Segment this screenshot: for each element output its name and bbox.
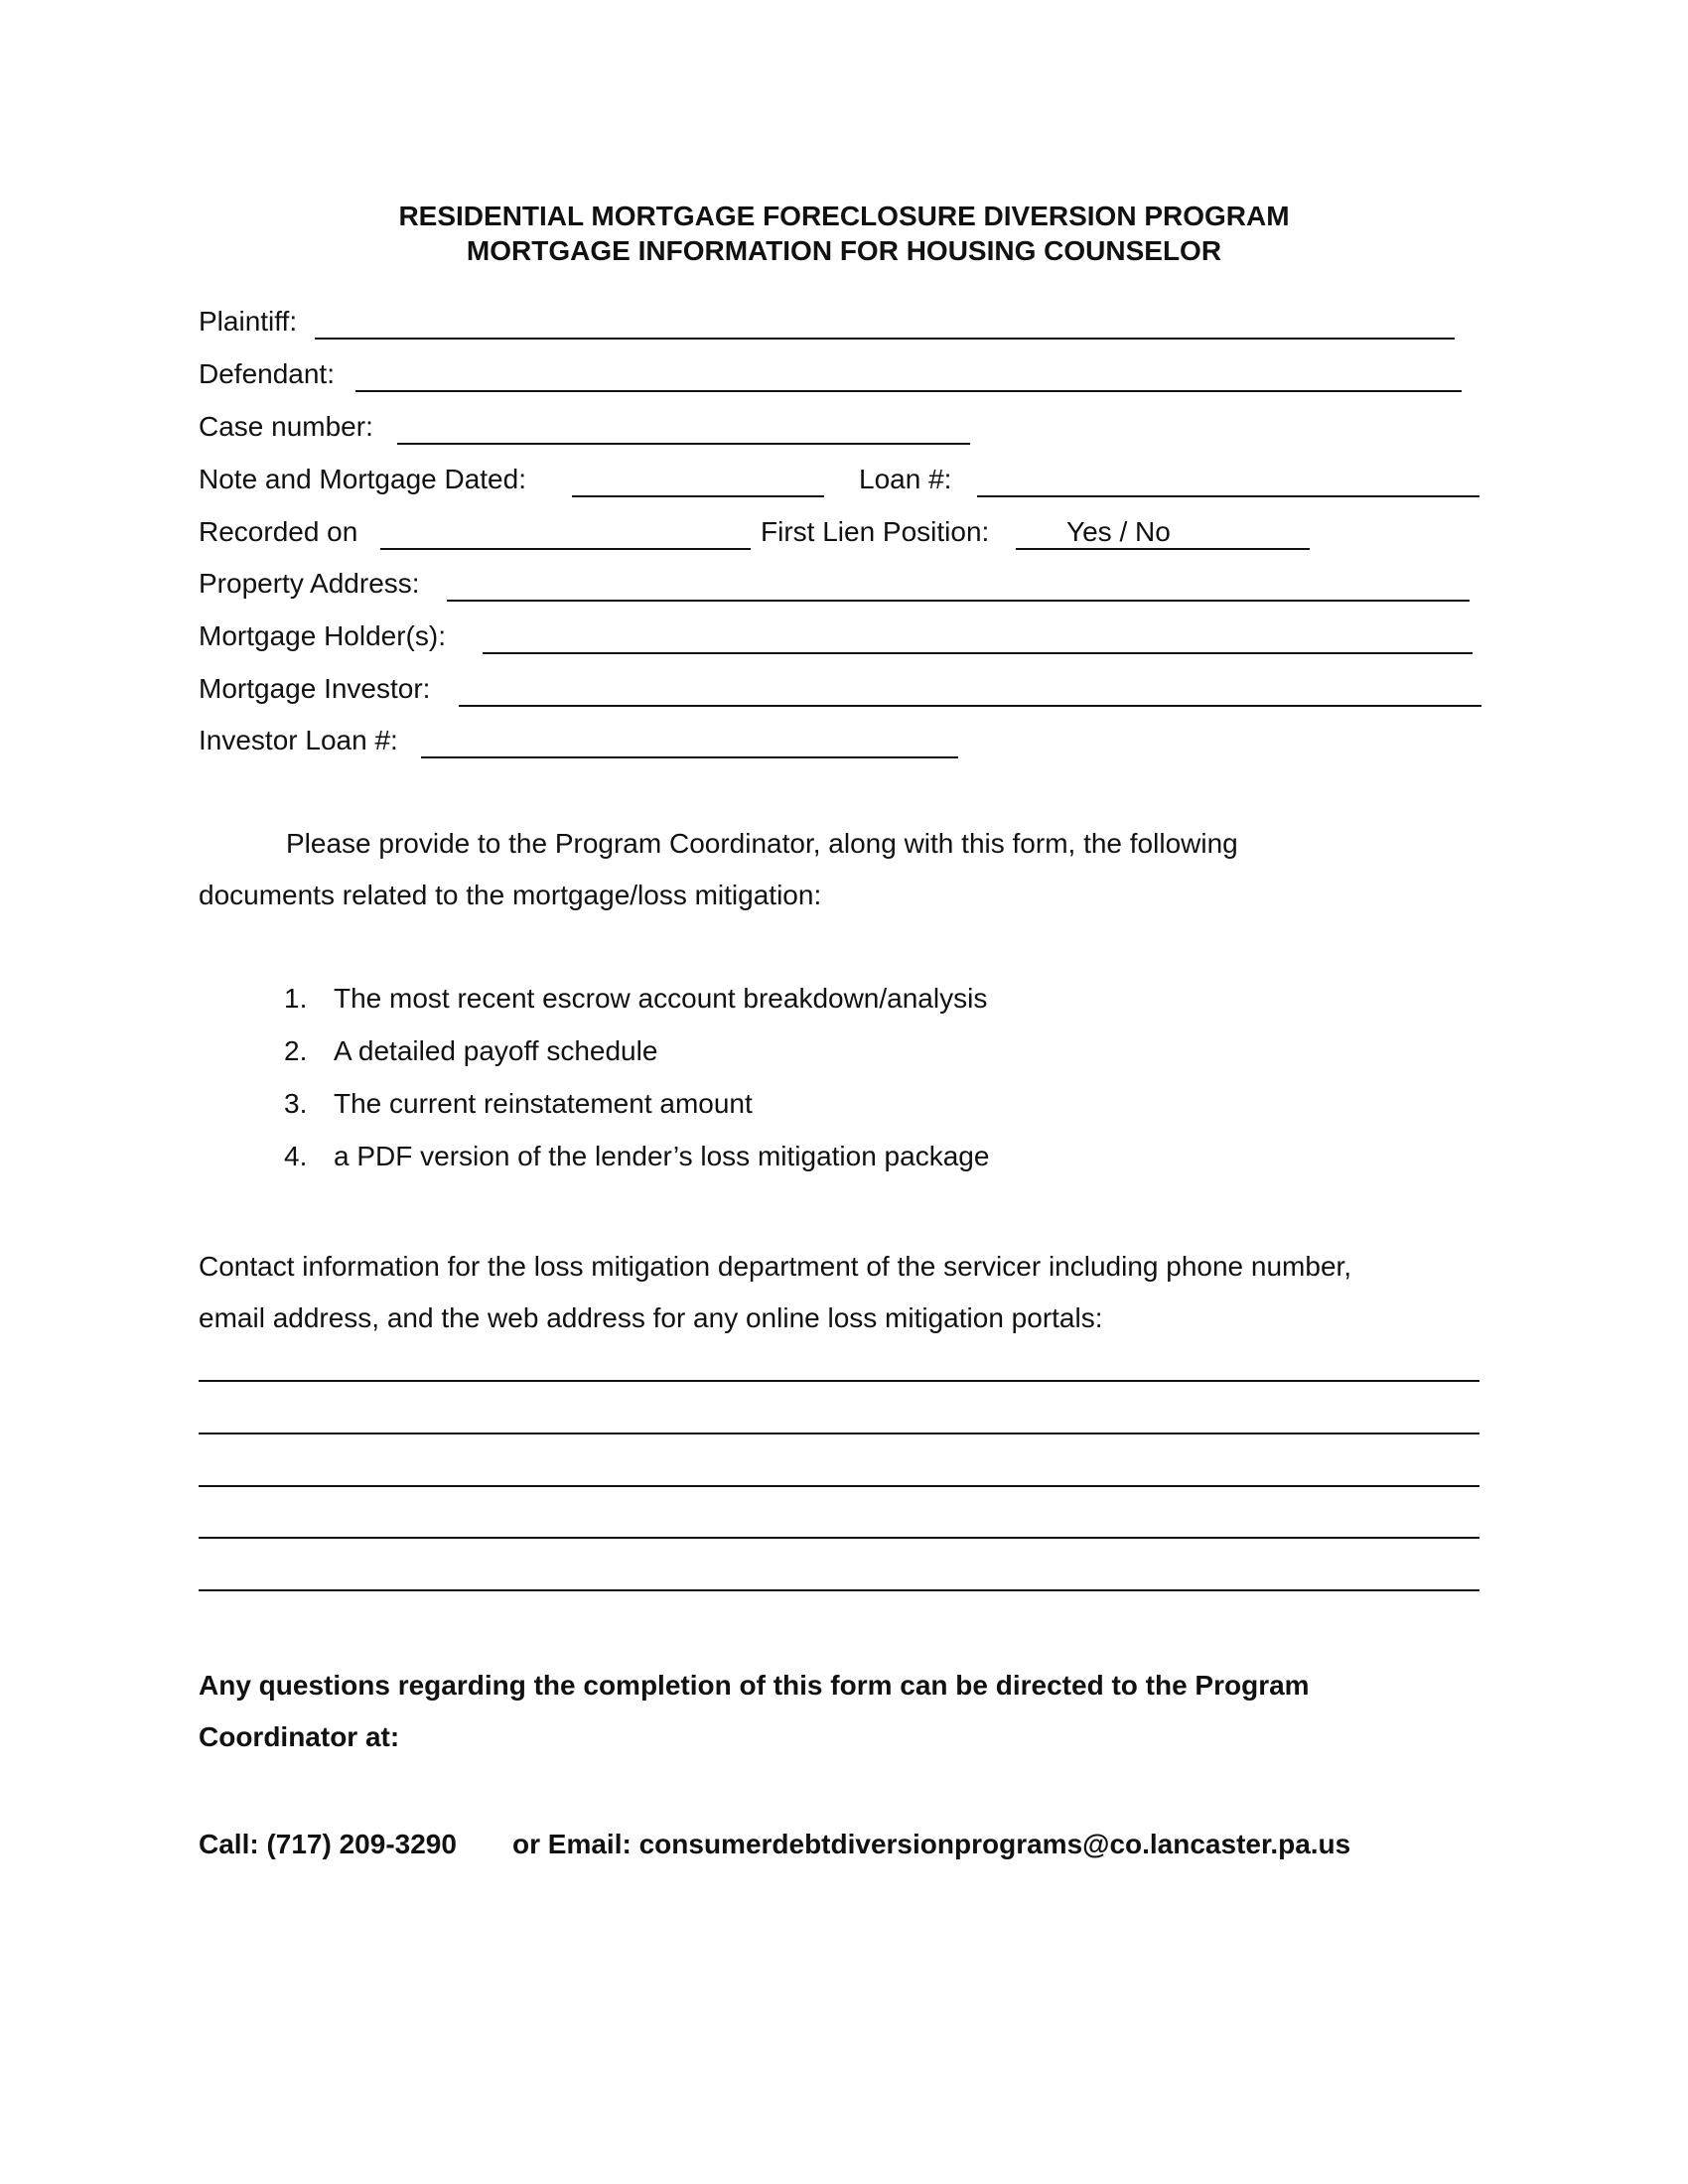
contact-info-input-line-5[interactable] xyxy=(199,1589,1479,1591)
mortgage-investor-input[interactable] xyxy=(459,705,1481,707)
defendant-input[interactable] xyxy=(355,390,1462,392)
note-mortgage-dated-input[interactable] xyxy=(572,495,824,497)
list-item-number: 2. xyxy=(284,1035,308,1066)
form-title-line-1: RESIDENTIAL MORTGAGE FORECLOSURE DIVERSION PROGRAM xyxy=(398,201,1290,231)
list-item-number: 4. xyxy=(284,1141,308,1171)
instructions-line-2: documents related to the mortgage/loss mitigation: xyxy=(199,880,822,910)
contact-phone: Call: (717) 209-3290 xyxy=(199,1829,457,1859)
property-address-label: Property Address: xyxy=(199,568,420,599)
contact-info-input-line-2[interactable] xyxy=(199,1433,1479,1434)
first-lien-position-label: First Lien Position: xyxy=(761,516,990,547)
recorded-on-input[interactable] xyxy=(380,548,751,550)
first-lien-yes-no-options: Yes / No xyxy=(1066,516,1171,547)
investor-loan-number-input[interactable] xyxy=(421,756,958,758)
contact-info-input-line-3[interactable] xyxy=(199,1485,1479,1487)
contact-info-line-2: email address, and the web address for any online loss mitigation portals: xyxy=(199,1302,1103,1333)
contact-email[interactable]: or Email: consumerdebtdiversionprograms@co.lancaster.pa.us xyxy=(512,1829,1351,1859)
note-mortgage-dated-label: Note and Mortgage Dated: xyxy=(199,464,526,494)
instructions-line-1: Please provide to the Program Coordinator, along with this form, the following xyxy=(286,828,1238,859)
contact-info-input-line-4[interactable] xyxy=(199,1537,1479,1539)
loan-number-label: Loan #: xyxy=(859,464,952,494)
list-item: A detailed payoff schedule xyxy=(334,1035,658,1066)
property-address-input[interactable] xyxy=(447,600,1470,602)
contact-info-line-1: Contact information for the loss mitigation department of the servicer including phone number, xyxy=(199,1251,1352,1282)
mortgage-holders-input[interactable] xyxy=(483,652,1473,654)
plaintiff-label: Plaintiff: xyxy=(199,306,298,337)
mortgage-investor-label: Mortgage Investor: xyxy=(199,673,431,704)
case-number-label: Case number: xyxy=(199,411,373,442)
loan-number-input[interactable] xyxy=(977,495,1479,497)
list-item-number: 3. xyxy=(284,1088,308,1119)
list-item: The current reinstatement amount xyxy=(334,1088,753,1119)
investor-loan-number-label: Investor Loan #: xyxy=(199,725,398,755)
defendant-label: Defendant: xyxy=(199,358,335,389)
list-item: a PDF version of the lender’s loss mitigation package xyxy=(334,1141,990,1171)
questions-line-1: Any questions regarding the completion of this form can be directed to the Program xyxy=(199,1670,1310,1701)
plaintiff-input[interactable] xyxy=(315,338,1455,340)
list-item: The most recent escrow account breakdown/analysis xyxy=(334,983,988,1014)
case-number-input[interactable] xyxy=(397,443,970,445)
mortgage-holders-label: Mortgage Holder(s): xyxy=(199,620,446,651)
recorded-on-label: Recorded on xyxy=(199,516,358,547)
form-title-line-2: MORTGAGE INFORMATION FOR HOUSING COUNSELOR xyxy=(466,235,1222,266)
contact-info-input-line-1[interactable] xyxy=(199,1380,1479,1382)
questions-line-2: Coordinator at: xyxy=(199,1721,400,1752)
list-item-number: 1. xyxy=(284,983,308,1014)
